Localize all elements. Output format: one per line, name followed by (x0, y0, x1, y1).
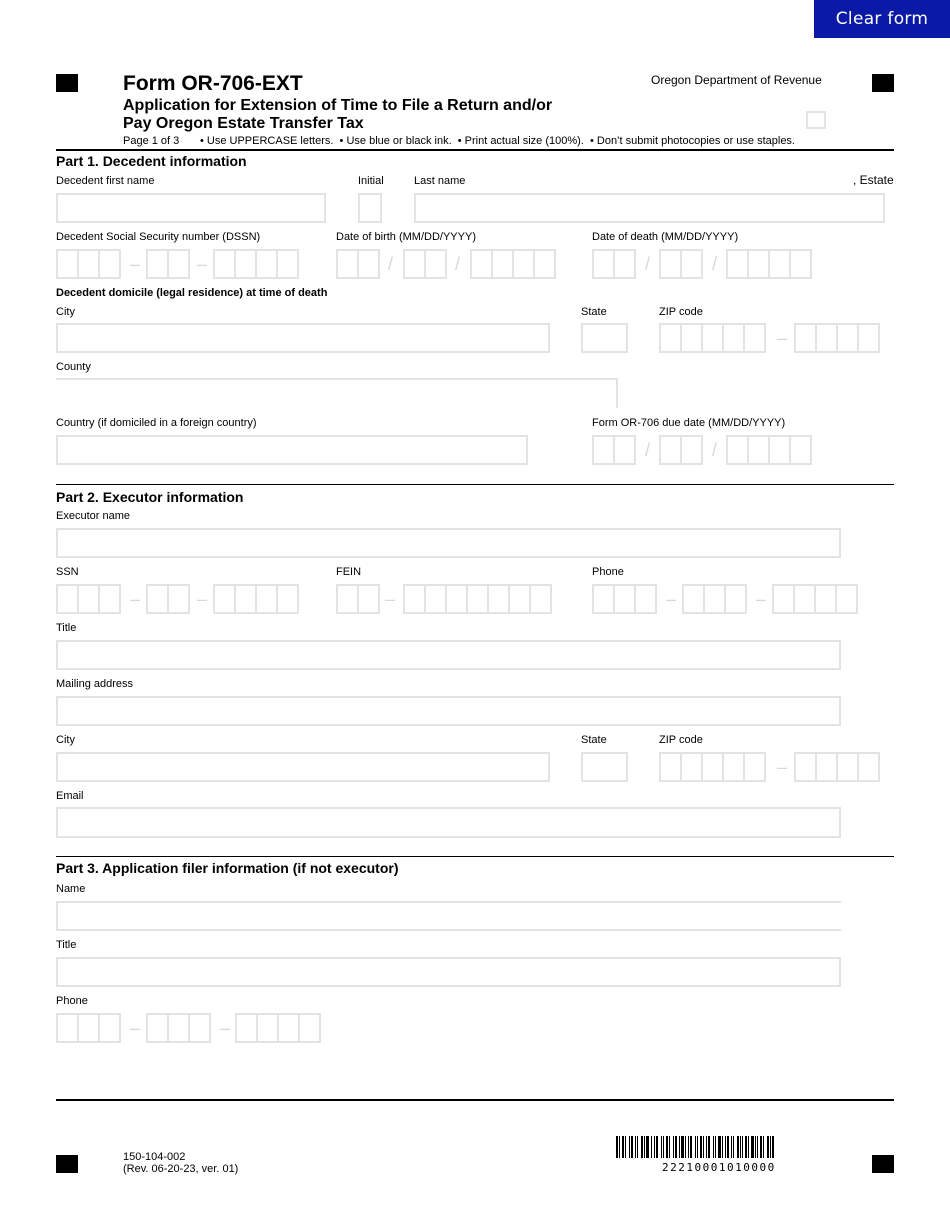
dob-day-input[interactable] (403, 249, 445, 279)
decedent-first-name-input[interactable] (56, 193, 326, 223)
phone-dash: – (130, 1018, 141, 1038)
registration-mark-bottom-right (872, 1155, 894, 1173)
label-executor-city: City (56, 734, 75, 746)
filer-phone-area[interactable] (56, 1013, 119, 1043)
label-mailing-address: Mailing address (56, 678, 134, 690)
label-filer-title: Title (56, 939, 77, 951)
filer-phone-prefix[interactable] (146, 1013, 209, 1043)
label-country: Country (if domiciled in a foreign country) (56, 417, 257, 429)
mailing-address-input[interactable] (56, 696, 841, 726)
zip-dash: – (777, 757, 788, 777)
label-dssn: Decedent Social Security number (DSSN) (56, 231, 261, 243)
instructions: • Use UPPERCASE letters. • Use blue or black ink. • Print actual size (100%). • Don’t submit photocopies or use staples. (200, 135, 795, 147)
form-title: Form OR-706-EXT (123, 72, 303, 95)
label-decedent-first-name: Decedent first name (56, 175, 155, 187)
filer-name-input[interactable] (56, 901, 841, 931)
dssn-input-group1[interactable] (56, 249, 119, 279)
page-number: Page 1 of 3 (123, 135, 180, 147)
barcode (616, 1136, 774, 1158)
dod-year-input[interactable] (726, 249, 810, 279)
executor-zip5-input[interactable] (659, 752, 764, 782)
label-filer-phone: Phone (56, 995, 88, 1007)
domicile-city-input[interactable] (56, 323, 550, 353)
decedent-initial-input[interactable] (358, 193, 382, 223)
dssn-dash: – (197, 254, 208, 274)
dod-slash: / (645, 254, 651, 274)
label-executor-ssn: SSN (56, 566, 79, 578)
executor-phone-prefix[interactable] (682, 584, 745, 614)
registration-mark-bottom-left (56, 1155, 78, 1173)
dssn-input-group3[interactable] (213, 249, 297, 279)
label-domicile-zip: ZIP code (659, 306, 703, 318)
label-executor-title: Title (56, 622, 77, 634)
part1-divider (56, 484, 894, 485)
label-dod: Date of death (MM/DD/YYYY) (592, 231, 739, 243)
ssn-dash: – (130, 589, 141, 609)
executor-phone-area[interactable] (592, 584, 655, 614)
label-county: County (56, 361, 91, 373)
dod-slash: / (712, 254, 718, 274)
executor-state-input[interactable] (581, 752, 628, 782)
label-domicile-state: State (581, 306, 607, 318)
due-date-slash: / (712, 440, 718, 460)
clear-form-button[interactable]: Clear form (814, 0, 950, 38)
footer-divider (56, 1099, 894, 1101)
part1-heading: Part 1. Decedent information (56, 153, 247, 169)
part2-divider (56, 856, 894, 857)
executor-fein-group1[interactable] (336, 584, 378, 614)
due-date-month-input[interactable] (592, 435, 634, 465)
dob-year-input[interactable] (470, 249, 554, 279)
filer-title-input[interactable] (56, 957, 841, 987)
dob-slash: / (388, 254, 394, 274)
barcode-number: 22210001010000 (662, 1161, 776, 1174)
executor-name-input[interactable] (56, 528, 841, 558)
dob-slash: / (455, 254, 461, 274)
executor-ssn-group1[interactable] (56, 584, 119, 614)
executor-ssn-group3[interactable] (213, 584, 297, 614)
label-filer-name: Name (56, 883, 86, 895)
label-executor-phone: Phone (592, 566, 624, 578)
domicile-state-input[interactable] (581, 323, 628, 353)
registration-mark-top-right (872, 74, 894, 92)
form-subtitle-line1: Application for Extension of Time to File a Return and/or (123, 97, 553, 114)
domicile-zip4-input[interactable] (794, 323, 878, 353)
executor-ssn-group2[interactable] (146, 584, 188, 614)
dssn-dash: – (130, 254, 141, 274)
label-executor-email: Email (56, 790, 84, 802)
phone-dash: – (220, 1018, 231, 1038)
label-last-name: Last name (414, 175, 466, 187)
dod-day-input[interactable] (659, 249, 701, 279)
amended-checkbox[interactable] (806, 111, 826, 129)
part2-heading: Part 2. Executor information (56, 489, 244, 505)
part3-heading: Part 3. Application filer information (if not executor) (56, 860, 399, 876)
domicile-zip5-input[interactable] (659, 323, 764, 353)
dssn-input-group2[interactable] (146, 249, 188, 279)
executor-fein-group2[interactable] (403, 584, 550, 614)
zip-dash: – (777, 328, 788, 348)
filer-phone-line[interactable] (235, 1013, 319, 1043)
executor-email-input[interactable] (56, 807, 841, 838)
phone-dash: – (756, 589, 767, 609)
label-due-date: Form OR-706 due date (MM/DD/YYYY) (592, 417, 786, 429)
phone-dash: – (666, 589, 677, 609)
label-executor-zip: ZIP code (659, 734, 703, 746)
label-executor-name: Executor name (56, 510, 130, 522)
header-divider (56, 149, 894, 151)
form-number: 150-104-002 (123, 1151, 186, 1163)
due-date-slash: / (645, 440, 651, 460)
due-date-year-input[interactable] (726, 435, 810, 465)
executor-phone-line[interactable] (772, 584, 856, 614)
due-date-day-input[interactable] (659, 435, 701, 465)
form-subtitle-line2: Pay Oregon Estate Transfer Tax (123, 115, 364, 132)
label-executor-state: State (581, 734, 607, 746)
agency-name: Oregon Department of Revenue (651, 73, 822, 87)
dob-month-input[interactable] (336, 249, 378, 279)
dod-month-input[interactable] (592, 249, 634, 279)
estate-suffix: , Estate (853, 173, 894, 187)
ssn-dash: – (197, 589, 208, 609)
decedent-last-name-input[interactable] (414, 193, 885, 223)
label-dob: Date of birth (MM/DD/YYYY) (336, 231, 476, 243)
country-input[interactable] (56, 435, 528, 465)
label-executor-fein: FEIN (336, 566, 362, 578)
executor-title-input[interactable] (56, 640, 841, 670)
county-input[interactable] (56, 378, 618, 408)
fein-dash: – (385, 589, 396, 609)
executor-zip4-input[interactable] (794, 752, 878, 782)
registration-mark-top-left (56, 74, 78, 92)
form-revision: (Rev. 06-20-23, ver. 01) (123, 1163, 239, 1175)
label-initial: Initial (358, 175, 384, 187)
label-domicile-city: City (56, 306, 75, 318)
executor-city-input[interactable] (56, 752, 550, 782)
domicile-heading: Decedent domicile (legal residence) at time of death (56, 287, 328, 299)
